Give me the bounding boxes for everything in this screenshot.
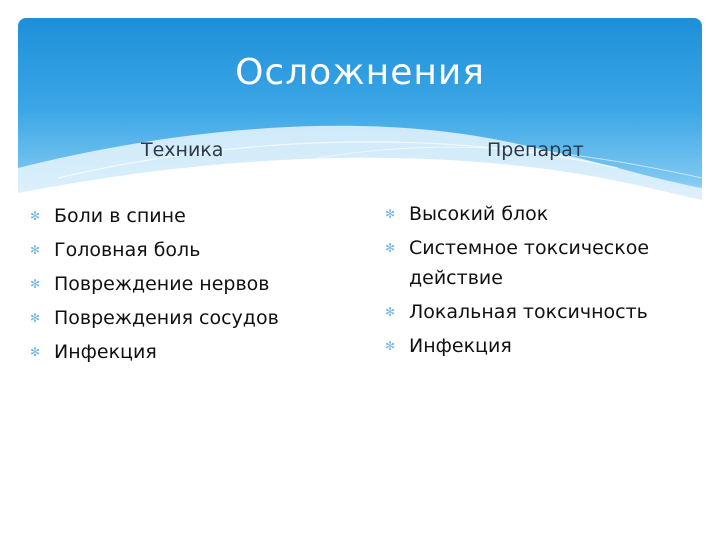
column-heading-drug: Препарат: [487, 139, 584, 161]
list-item: ✻ Боли в спине: [30, 199, 330, 233]
drug-complications-list: [385, 199, 705, 365]
slide-title: Осложнения: [235, 52, 485, 93]
list-item: ✻ Повреждения сосудов: [30, 301, 330, 335]
technique-complications-list: [30, 199, 330, 369]
asterisk-bullet-icon: ✻: [30, 277, 41, 291]
asterisk-bullet-icon: ✻: [385, 241, 396, 255]
asterisk-bullet-icon: ✻: [385, 207, 396, 221]
asterisk-bullet-icon: ✻: [385, 305, 396, 319]
list-item: ✻ Локальная токсичность: [385, 297, 705, 327]
list-item: ✻ Инфекция: [385, 331, 705, 361]
asterisk-bullet-icon: ✻: [385, 339, 396, 353]
asterisk-bullet-icon: ✻: [30, 243, 41, 257]
list-item: ✻ Повреждение нервов: [30, 267, 330, 301]
wave-decoration: [18, 18, 702, 218]
asterisk-bullet-icon: ✻: [30, 311, 41, 325]
asterisk-bullet-icon: ✻: [30, 209, 41, 223]
list-item: ✻ Высокий блок: [385, 199, 705, 229]
asterisk-bullet-icon: ✻: [30, 345, 41, 359]
list-item: ✻ Инфекция: [30, 335, 330, 369]
header-band: [18, 18, 702, 218]
column-heading-technique: Техника: [141, 139, 224, 161]
list-item: ✻ Системное токсическое действие: [385, 233, 705, 293]
list-item: ✻ Головная боль: [30, 233, 330, 267]
